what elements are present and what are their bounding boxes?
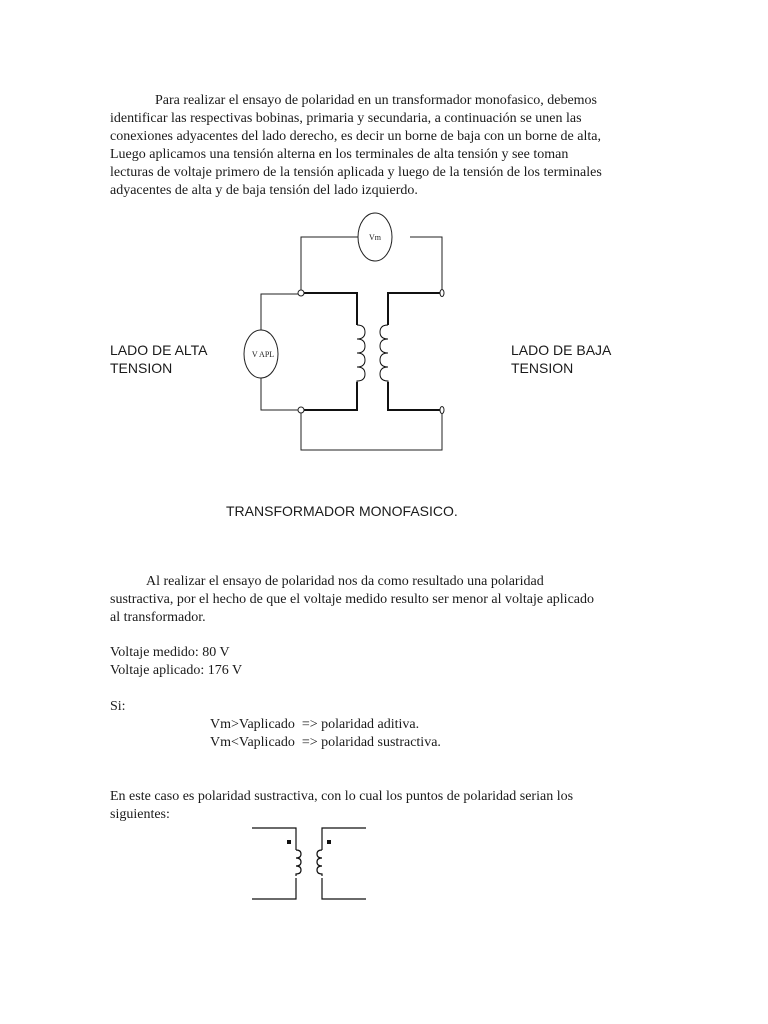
primary-polarity-dot (287, 840, 291, 844)
result-line: al transformador. (110, 610, 206, 625)
intro-line: adyacentes de alta y de baja tensión del lado izquierdo. (110, 183, 418, 198)
secondary-polarity-dot (327, 840, 331, 844)
diagram-caption: TRANSFORMADOR MONOFASICO. (226, 503, 458, 519)
condition-rule: Vm>Vaplicado => polaridad aditiva. (210, 717, 420, 732)
measured-voltage: Voltaje medido: 80 V (110, 645, 230, 660)
result-line: sustractiva, por el hecho de que el voltaje medido resulto ser menor al voltaje aplicado (110, 592, 594, 607)
intro-line: Luego aplicamos una tensión alterna en los terminales de alta tensión y see toman (110, 147, 569, 162)
conditions-intro: Si: (110, 699, 126, 714)
condition-rule: Vm<Vaplicado => polaridad sustractiva. (210, 735, 441, 750)
intro-line: conexiones adyacentes del lado derecho, es decir un borne de baja con un borne de alta, (110, 129, 601, 144)
applied-voltage: Voltaje aplicado: 176 V (110, 663, 243, 678)
right-label-line: TENSION (511, 360, 574, 376)
left-label-line: LADO DE ALTA (110, 342, 208, 358)
left-label-line: TENSION (110, 360, 173, 376)
conclusion-line: En este caso es polaridad sustractiva, con lo cual los puntos de polaridad serian los (110, 789, 574, 804)
intro-line: lecturas de voltaje primero de la tensión aplicada y luego de la tensión de los terminales (110, 165, 602, 180)
intro-line: identificar las respectivas bobinas, primaria y secundaria, a continuación se unen las (110, 111, 582, 126)
vapl-meter-label: V APL (251, 350, 275, 359)
conclusion-line: siguientes: (110, 807, 170, 822)
result-line: Al realizar el ensayo de polaridad nos da como resultado una polaridad (146, 574, 544, 589)
intro-line: Para realizar el ensayo de polaridad en un transformador monofasico, debemos (155, 93, 597, 108)
right-label-line: LADO DE BAJA (511, 342, 612, 358)
vm-meter-label: Vm (369, 233, 381, 242)
